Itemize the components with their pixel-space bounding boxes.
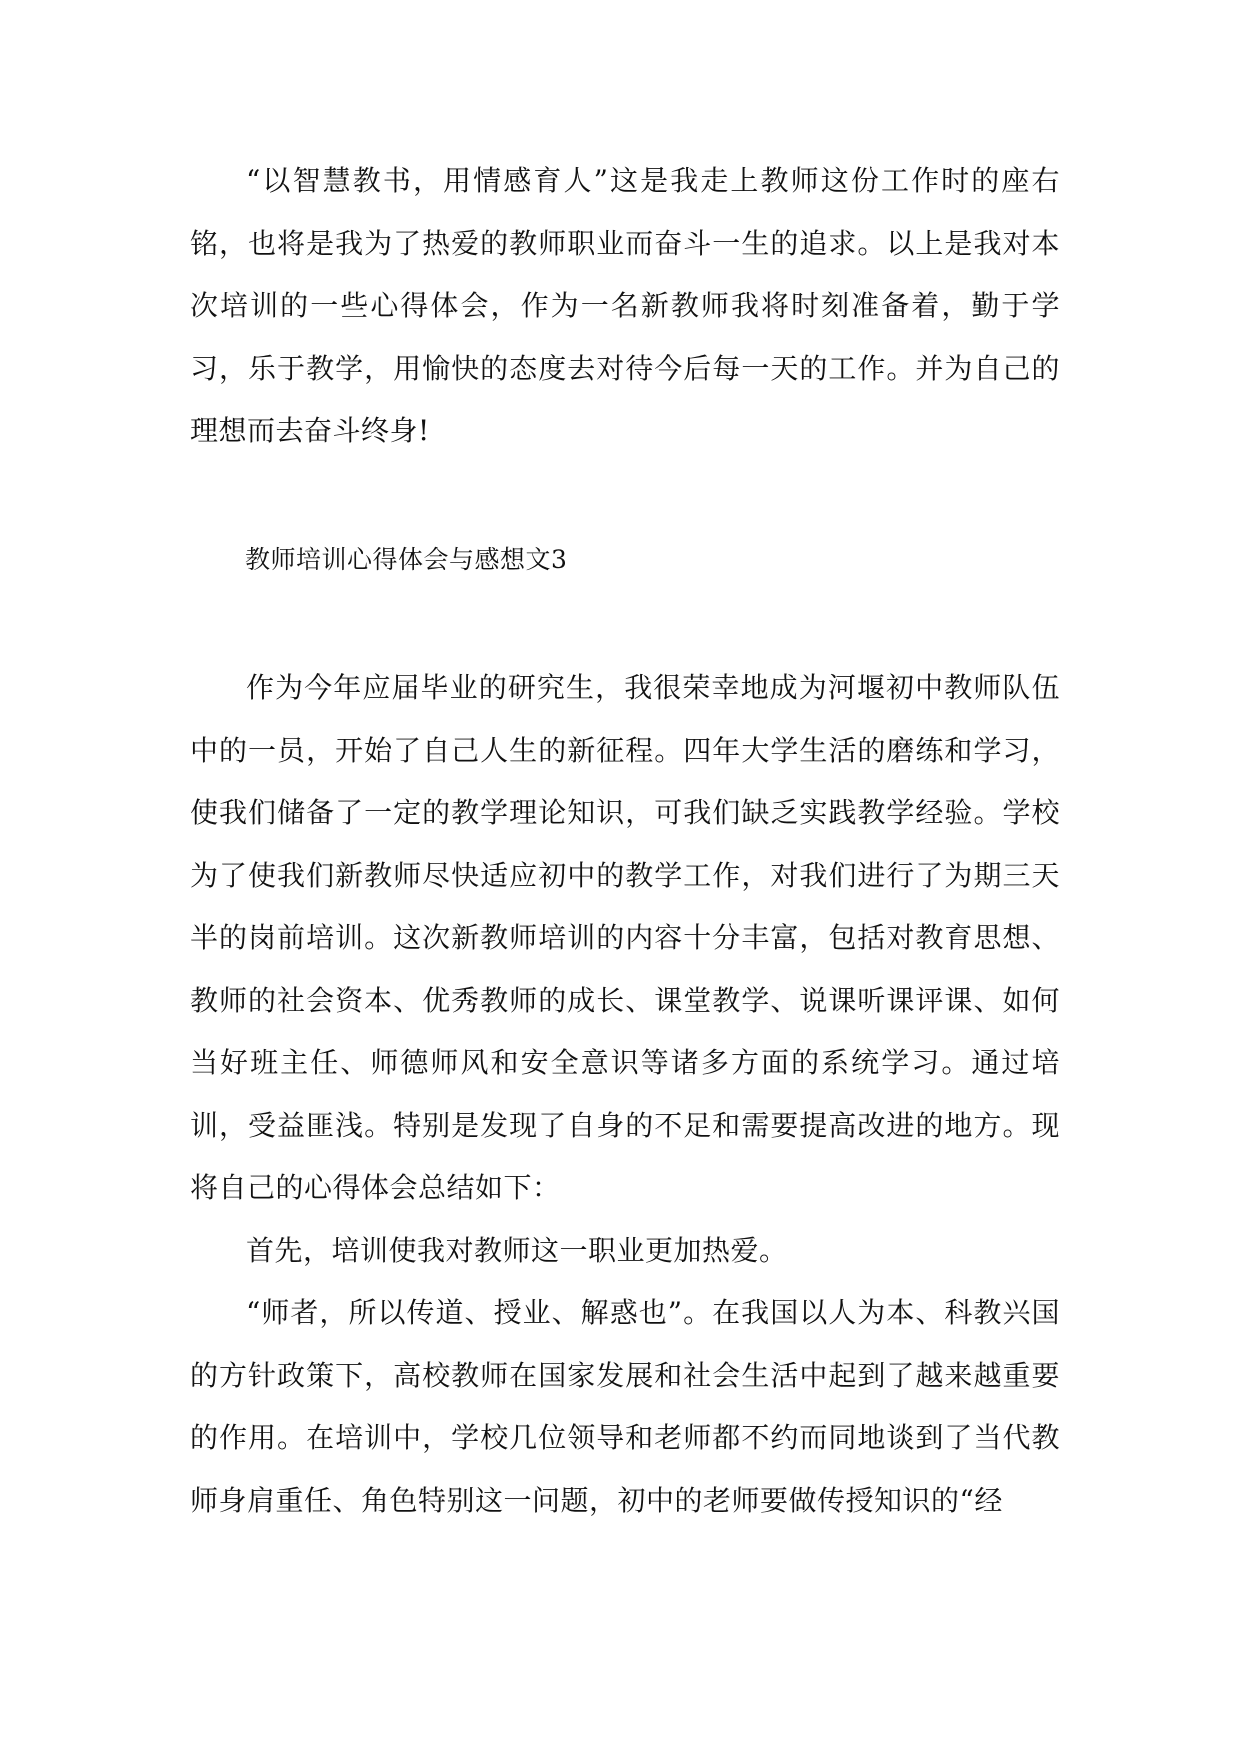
document-body	[190, 150, 1060, 1532]
section-heading: 教师培训心得体会与感想文3	[245, 544, 568, 574]
paragraph-closing-reflection: “以智慧教书，用情感育人”这是我走上教师这份工作时的座右铭，也将是我为了热爱的教师职业而奋斗一生的追求。以上是我对本次培训的一些心得体会，作为一名新教师我将时刻准备着，勤于学习，乐于教学，用愉快的态度去对待今后每一天的工作。并为自己的理想而去奋斗终身!	[190, 164, 1060, 447]
paragraph-introduction: 作为今年应届毕业的研究生，我很荣幸地成为河堰初中教师队伍中的一员，开始了自己人生的新征程。四年大学生活的磨练和学习，使我们储备了一定的教学理论知识，可我们缺乏实践教学经验。学校为了使我们新教师尽快适应初中的教学工作，对我们进行了为期三天半的岗前培训。这次新教师培训的内容十分丰富，包括对教育思想、教师的社会资本、优秀教师的成长、课堂教学、说课听课评课、如何当好班主任、师德师风和安全意识等诸多方面的系统学习。通过培训，受益匪浅。特别是发现了自身的不足和需要提高改进的地方。现将自己的心得体会总结如下：	[190, 671, 1060, 1204]
paragraph-first-point: 首先，培训使我对教师这一职业更加热爱。	[246, 1233, 788, 1267]
paragraph-teacher-role: “师者，所以传道、授业、解惑也”。在我国以人为本、科教兴国的方针政策下，高校教师在国家发展和社会生活中起到了越来越重要的作用。在培训中，学校几位领导和老师都不约而同地谈到了当代教师身肩重任、角色特别这一问题，初中的老师要做传授知识的“经	[190, 1296, 1060, 1517]
